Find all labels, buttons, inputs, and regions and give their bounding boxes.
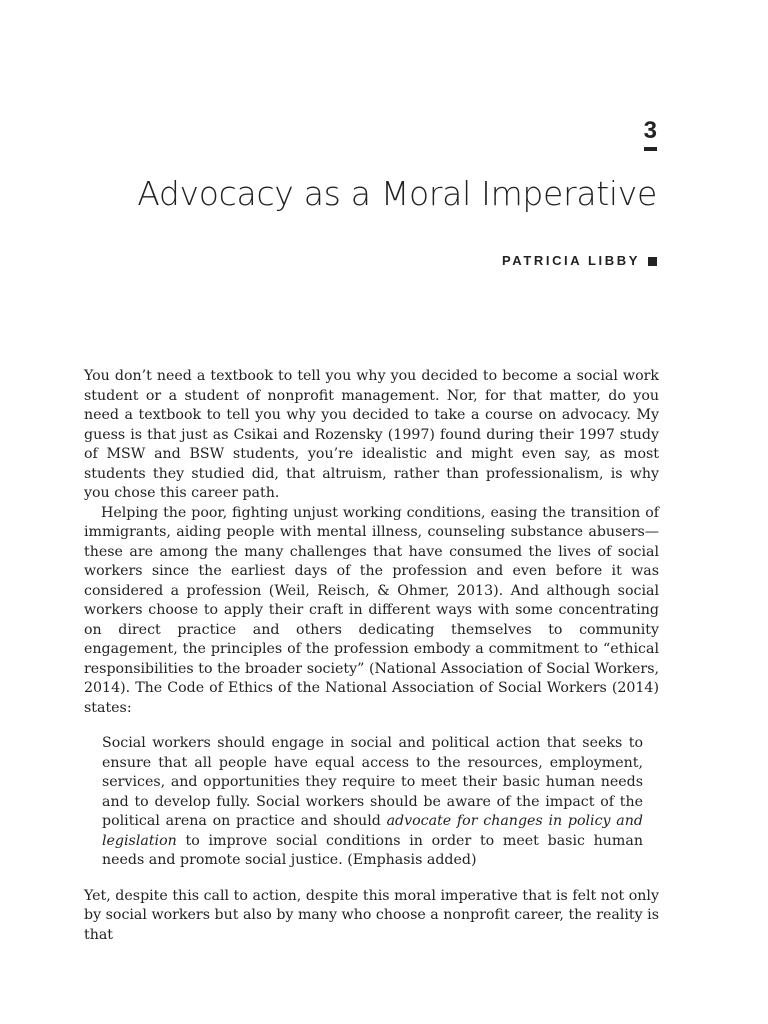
paragraph-3: Yet, despite this call to action, despite this moral imperative that is felt not only by social workers but also by many who choose a nonprofit career, the reality is that [84,887,659,943]
quote-emphasis: advocate for changes in policy and legislation [102,813,643,849]
quote-text-start: Social workers should engage in social and political action that seeks to ensure that all people have equal access to the resources, employment, services, and opportunities they require to meet their basic human needs and to develop fully. Social workers should be aware of the impact of the political arena on practice and should [102,735,643,829]
chapter-number-rule [644,147,657,151]
author-name: PATRICIA LIBBY [502,253,640,268]
square-bullet-icon [648,257,657,266]
quote-text-end: to improve social conditions in order to meet basic human needs and promote social justice. (Emphasis added) [102,832,643,868]
chapter-body [84,367,659,945]
chapter-author [502,252,657,270]
chapter-title: Advocacy as a Moral Imperative [137,174,657,213]
paragraph-1: You don’t need a textbook to tell you why you decided to become a social work student or a student of nonprofit management. Nor, for that matter, do you need a textbook to tell you why you decided to take a course on advocacy. My guess is that just as Csikai and Rozensky (1997) found during their 1997 study of MSW and BSW students, you’re idealistic and might even say, as most students they studied did, that altruism, rather than professionalism, is why you chose this career path. [84,368,659,501]
block-quote [102,734,643,871]
chapter-number: 3 [643,117,657,144]
paragraph-2: Helping the poor, fighting unjust working conditions, easing the transition of immigrants, aiding people with mental illness, counseling substance abusers—these are among the many challenges that have consumed the lives of social workers since the earliest days of the profession and even before it was considered a profession (Weil, Reisch, & Ohmer, 2013). And although social workers choose to apply their craft in different ways with some concentrating on direct practice and others dedicating themselves to community engagement, the principles of the profession embody a commitment to “ethical responsibilities to the broader society” (National Association of Social Workers, 2014). The Code of Ethics of the National Association of Social Workers (2014) states: [84,504,659,716]
